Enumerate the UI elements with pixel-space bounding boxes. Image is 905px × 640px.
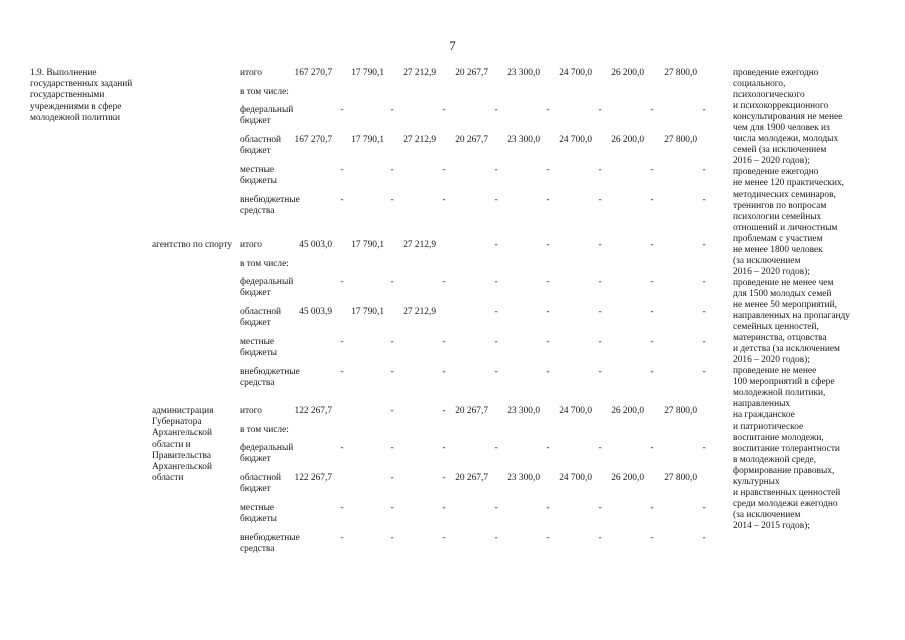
empty-cell: - (598, 443, 602, 453)
description-line: числа молодежи, молодых (733, 134, 839, 145)
description-line: направленных (733, 399, 791, 410)
amount-cell: 23 300,0 (507, 473, 540, 483)
empty-cell: - (390, 165, 394, 175)
description-line: 2014 – 2015 годов); (733, 520, 810, 531)
amount-cell: 27 212,9 (403, 240, 436, 250)
description-line: для 1500 молодых семей (733, 288, 832, 299)
empty-cell: - (702, 277, 706, 287)
empty-cell: - (546, 307, 550, 317)
empty-cell: - (546, 503, 550, 513)
org-name: агентство по спорту (152, 240, 233, 250)
amount-cell: 27 800,0 (664, 135, 697, 145)
description-line: психологии семейных (733, 211, 822, 222)
empty-cell: - (598, 195, 602, 205)
description-line: и детства (за исключением (733, 344, 840, 355)
amount-cell: 24 700,0 (559, 473, 592, 483)
amount-cell: 27 800,0 (664, 473, 697, 483)
empty-cell: - (390, 406, 394, 416)
empty-cell: - (494, 367, 498, 377)
amount-cell: 23 300,0 (507, 68, 540, 78)
empty-cell: - (442, 105, 446, 115)
empty-cell: - (702, 443, 706, 453)
description-line: проведение не менее (733, 366, 817, 377)
row-label: в том числе: (240, 259, 289, 269)
empty-cell: - (546, 533, 550, 543)
empty-cell: - (702, 105, 706, 115)
description-line: (за исключением (733, 255, 801, 266)
description-line: семейных ценностей, (733, 322, 819, 333)
amount-cell: 24 700,0 (559, 68, 592, 78)
description-line: проблемам с участием (733, 233, 823, 244)
empty-cell: - (598, 337, 602, 347)
amount-cell: 45 003,0 (299, 240, 332, 250)
empty-cell: - (494, 195, 498, 205)
description-line: среди молодежи ежегодно (733, 498, 838, 509)
empty-cell: - (494, 277, 498, 287)
description-line: на гражданское (733, 410, 795, 421)
description-line: чем для 1900 человек из (733, 123, 830, 134)
empty-cell: - (494, 337, 498, 347)
amount-cell: 26 200,0 (611, 406, 644, 416)
empty-cell: - (546, 165, 550, 175)
empty-cell: - (650, 165, 654, 175)
amount-cell: 17 790,1 (351, 68, 384, 78)
empty-cell: - (340, 337, 344, 347)
empty-cell: - (390, 105, 394, 115)
empty-cell: - (340, 277, 344, 287)
description-line: социального, (733, 79, 786, 90)
row-label: областной бюджет (240, 473, 282, 494)
empty-cell: - (340, 367, 344, 377)
empty-cell: - (390, 533, 394, 543)
row-label: итого (240, 240, 262, 250)
description-line: семей (за исключением (733, 145, 827, 156)
empty-cell: - (546, 367, 550, 377)
empty-cell: - (494, 307, 498, 317)
empty-cell: - (340, 443, 344, 453)
empty-cell: - (702, 307, 706, 317)
amount-cell: 122 267,7 (294, 406, 332, 416)
row-label: местные бюджеты (240, 503, 277, 524)
row-label: областной бюджет (240, 307, 282, 328)
description-line: психологического (733, 90, 805, 101)
amount-cell: 27 800,0 (664, 406, 697, 416)
row-label: местные бюджеты (240, 337, 277, 358)
empty-cell: - (494, 443, 498, 453)
amount-cell: 20 267,7 (455, 135, 488, 145)
empty-cell: - (702, 533, 706, 543)
empty-cell: - (494, 533, 498, 543)
row-label: местные бюджеты (240, 165, 277, 186)
row-label: федеральный бюджет (240, 105, 294, 126)
description-line: не менее 50 мероприятий, (733, 299, 837, 310)
empty-cell: - (390, 367, 394, 377)
description-line: молодежной политики, (733, 388, 826, 399)
empty-cell: - (442, 406, 446, 416)
description-line: проведение ежегодно (733, 68, 819, 78)
row-label: федеральный бюджет (240, 277, 294, 298)
description-line: 2016 – 2020 годов); (733, 355, 810, 366)
empty-cell: - (702, 367, 706, 377)
amount-cell: 26 200,0 (611, 135, 644, 145)
amount-cell: 27 212,9 (403, 135, 436, 145)
amount-cell: 122 267,7 (294, 473, 332, 483)
row-label: внебюджетные средства (240, 367, 300, 388)
description-line: (за исключением (733, 509, 801, 520)
empty-cell: - (598, 307, 602, 317)
amount-cell: 26 200,0 (611, 68, 644, 78)
empty-cell: - (442, 367, 446, 377)
row-label: внебюджетные средства (240, 195, 300, 216)
description-line: проведение ежегодно (733, 167, 819, 178)
amount-cell: 27 212,9 (403, 68, 436, 78)
empty-cell: - (390, 337, 394, 347)
empty-cell: - (340, 195, 344, 205)
empty-cell: - (650, 367, 654, 377)
empty-cell: - (442, 533, 446, 543)
empty-cell: - (650, 307, 654, 317)
empty-cell: - (442, 277, 446, 287)
amount-cell: 24 700,0 (559, 406, 592, 416)
empty-cell: - (442, 473, 446, 483)
empty-cell: - (390, 277, 394, 287)
empty-cell: - (650, 533, 654, 543)
amount-cell: 17 790,1 (351, 240, 384, 250)
row-label: областной бюджет (240, 135, 282, 156)
empty-cell: - (598, 105, 602, 115)
empty-cell: - (702, 337, 706, 347)
description-line: консультирования не менее (733, 112, 843, 123)
empty-cell: - (546, 443, 550, 453)
empty-cell: - (650, 240, 654, 250)
empty-cell: - (494, 503, 498, 513)
description-line: культурных (733, 476, 780, 487)
row-label: федеральный бюджет (240, 443, 294, 464)
amount-cell: 27 800,0 (664, 68, 697, 78)
description-line: в молодежной среде, (733, 454, 816, 465)
empty-cell: - (546, 337, 550, 347)
activity-description (733, 68, 883, 532)
description-line: 100 мероприятий в сфере (733, 377, 835, 388)
org-name: администрация Губернатора Архангельской области и Правительства Архангельской области (152, 406, 214, 484)
row-label: итого (240, 406, 262, 416)
empty-cell: - (340, 533, 344, 543)
empty-cell: - (494, 105, 498, 115)
empty-cell: - (546, 195, 550, 205)
empty-cell: - (650, 337, 654, 347)
empty-cell: - (340, 503, 344, 513)
empty-cell: - (702, 195, 706, 205)
empty-cell: - (598, 240, 602, 250)
empty-cell: - (650, 195, 654, 205)
empty-cell: - (598, 165, 602, 175)
description-line: 2016 – 2020 годов); (733, 266, 810, 277)
empty-cell: - (598, 533, 602, 543)
description-line: материнства, отцовства (733, 333, 827, 344)
row-label: внебюджетные средства (240, 533, 300, 554)
row-label: итого (240, 68, 262, 78)
empty-cell: - (702, 503, 706, 513)
row-label: в том числе: (240, 425, 289, 435)
description-line: 2016 – 2020 годов); (733, 156, 810, 167)
empty-cell: - (340, 165, 344, 175)
amount-cell: 45 003,9 (299, 307, 332, 317)
empty-cell: - (598, 277, 602, 287)
row-label: в том числе: (240, 87, 289, 97)
empty-cell: - (390, 503, 394, 513)
empty-cell: - (598, 503, 602, 513)
description-line: отношений и личностным (733, 222, 838, 233)
amount-cell: 167 270,7 (294, 135, 332, 145)
description-line: проведение не менее чем (733, 277, 834, 288)
description-line: формирование правовых, (733, 465, 835, 476)
empty-cell: - (442, 337, 446, 347)
empty-cell: - (650, 503, 654, 513)
amount-cell: 20 267,7 (455, 406, 488, 416)
empty-cell: - (650, 105, 654, 115)
empty-cell: - (442, 443, 446, 453)
page-number: 7 (449, 38, 456, 53)
empty-cell: - (442, 195, 446, 205)
empty-cell: - (442, 165, 446, 175)
empty-cell: - (494, 165, 498, 175)
amount-cell: 23 300,0 (507, 406, 540, 416)
amount-cell: 17 790,1 (351, 135, 384, 145)
amount-cell: 24 700,0 (559, 135, 592, 145)
empty-cell: - (390, 473, 394, 483)
amount-cell: 20 267,7 (455, 68, 488, 78)
amount-cell: 20 267,7 (455, 473, 488, 483)
description-line: методических семинаров, (733, 189, 836, 200)
empty-cell: - (598, 367, 602, 377)
description-line: и психокоррекционного (733, 101, 829, 112)
empty-cell: - (650, 277, 654, 287)
empty-cell: - (702, 165, 706, 175)
description-line: не менее 1800 человек (733, 244, 823, 255)
description-line: направленных на пропаганду (733, 311, 850, 322)
empty-cell: - (546, 277, 550, 287)
empty-cell: - (442, 503, 446, 513)
description-line: воспитание толерантности (733, 443, 840, 454)
description-line: и патриотическое (733, 421, 804, 432)
empty-cell: - (390, 195, 394, 205)
empty-cell: - (546, 240, 550, 250)
description-line: и нравственных ценностей (733, 487, 841, 498)
amount-cell: 23 300,0 (507, 135, 540, 145)
amount-cell: 17 790,1 (351, 307, 384, 317)
description-line: не менее 120 практических, (733, 178, 844, 189)
item-title: 1.9. Выполнение государственных заданий государственными учреждениями в сфере молодежной политики (30, 68, 133, 123)
empty-cell: - (390, 443, 394, 453)
empty-cell: - (702, 240, 706, 250)
empty-cell: - (494, 240, 498, 250)
empty-cell: - (546, 105, 550, 115)
empty-cell: - (340, 105, 344, 115)
empty-cell: - (650, 443, 654, 453)
amount-cell: 167 270,7 (294, 68, 332, 78)
description-line: тренингов по вопросам (733, 200, 827, 211)
description-line: воспитание молодежи, (733, 432, 824, 443)
amount-cell: 27 212,9 (403, 307, 436, 317)
amount-cell: 26 200,0 (611, 473, 644, 483)
